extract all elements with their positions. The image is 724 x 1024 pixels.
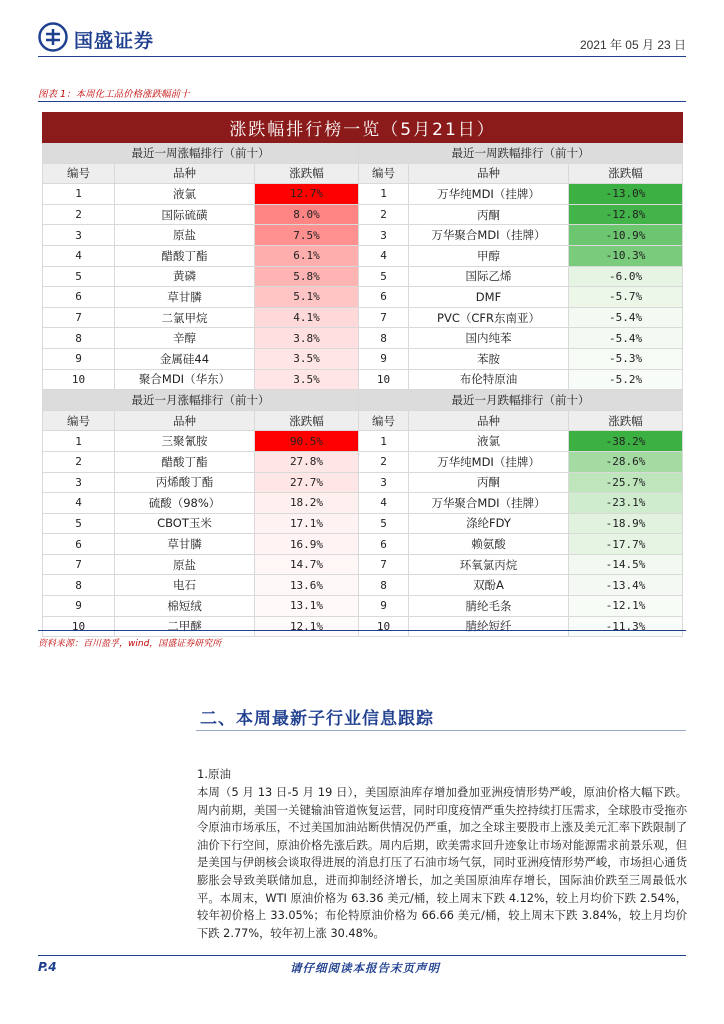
table-row — [43, 287, 683, 308]
product-cell: 液氯 — [409, 431, 569, 452]
rank-cell: 9 — [359, 348, 409, 369]
product-cell: 腈纶毛条 — [409, 596, 569, 617]
change-cell: 6.1% — [255, 245, 359, 266]
product-cell: 草甘膦 — [115, 287, 255, 308]
rank-cell: 6 — [359, 534, 409, 555]
change-cell: -18.9% — [569, 513, 683, 534]
rank-cell: 8 — [43, 328, 115, 349]
rank-cell: 4 — [43, 493, 115, 514]
rank-cell: 3 — [359, 472, 409, 493]
product-cell: 万华聚合MDI（挂牌） — [409, 225, 569, 246]
product-cell: 三聚氰胺 — [115, 431, 255, 452]
section-title: 二、本周最新子行业信息跟踪 — [200, 709, 434, 729]
change-cell: 4.1% — [255, 307, 359, 328]
rank-cell: 2 — [43, 451, 115, 472]
product-cell: 电石 — [115, 575, 255, 596]
change-cell: -5.2% — [569, 369, 683, 390]
product-cell: CBOT玉米 — [115, 513, 255, 534]
page-header — [38, 22, 686, 54]
change-cell: 5.8% — [255, 266, 359, 287]
column-header: 涨跌幅 — [569, 410, 683, 431]
column-header: 编号 — [359, 163, 409, 184]
change-cell: -6.0% — [569, 266, 683, 287]
rank-cell: 8 — [43, 575, 115, 596]
section-divider — [196, 730, 686, 731]
section-header-row — [43, 143, 683, 164]
change-cell: -12.8% — [569, 204, 683, 225]
rank-cell: 1 — [43, 431, 115, 452]
table-row — [43, 534, 683, 555]
table-row — [43, 245, 683, 266]
change-cell: -5.4% — [569, 307, 683, 328]
rank-cell: 10 — [359, 369, 409, 390]
product-cell: 辛醇 — [115, 328, 255, 349]
rank-cell: 5 — [359, 513, 409, 534]
rank-cell: 8 — [359, 575, 409, 596]
table-row — [43, 616, 683, 637]
section-header: 最近一月跌幅排行（前十） — [359, 390, 683, 411]
change-cell: -11.3% — [569, 616, 683, 637]
product-cell: 棉短绒 — [115, 596, 255, 617]
report-date: 2021 年 05 月 23 日 — [579, 38, 686, 52]
change-cell: 12.1% — [255, 616, 359, 637]
product-cell: 黄磷 — [115, 266, 255, 287]
rank-cell: 1 — [359, 184, 409, 205]
rank-cell: 10 — [359, 616, 409, 637]
product-cell: DMF — [409, 287, 569, 308]
sub-heading: 1.原油 — [197, 767, 231, 781]
product-cell: 国际乙烯 — [409, 266, 569, 287]
rank-cell: 10 — [43, 369, 115, 390]
table-row — [43, 472, 683, 493]
product-cell: 二甲醚 — [115, 616, 255, 637]
rank-cell: 7 — [43, 554, 115, 575]
product-cell: 原盐 — [115, 554, 255, 575]
section-header: 最近一月涨幅排行（前十） — [43, 390, 359, 411]
figure-source: 资料来源：百川盈孚，wind，国盛证券研究所 — [38, 639, 222, 649]
change-cell: -38.2% — [569, 431, 683, 452]
rank-cell: 9 — [43, 596, 115, 617]
rank-cell: 6 — [43, 534, 115, 555]
column-header: 涨跌幅 — [569, 163, 683, 184]
change-cell: 3.8% — [255, 328, 359, 349]
product-cell: 涤纶FDY — [409, 513, 569, 534]
product-cell: 甲醇 — [409, 245, 569, 266]
product-cell: 国际硫磺 — [115, 204, 255, 225]
rank-cell: 2 — [359, 204, 409, 225]
product-cell: 聚合MDI（华东） — [115, 369, 255, 390]
product-cell: 醋酸丁酯 — [115, 245, 255, 266]
column-header: 品种 — [409, 163, 569, 184]
column-header: 编号 — [359, 410, 409, 431]
change-cell: -12.1% — [569, 596, 683, 617]
change-cell: -13.0% — [569, 184, 683, 205]
change-cell: -13.4% — [569, 575, 683, 596]
column-header: 涨跌幅 — [255, 410, 359, 431]
change-cell: 16.9% — [255, 534, 359, 555]
product-cell: 原盐 — [115, 225, 255, 246]
change-cell: 27.7% — [255, 472, 359, 493]
table-row — [43, 184, 683, 205]
rank-cell: 10 — [43, 616, 115, 637]
rank-cell: 1 — [43, 184, 115, 205]
rank-cell: 5 — [43, 266, 115, 287]
rank-cell: 1 — [359, 431, 409, 452]
column-header: 编号 — [43, 410, 115, 431]
page-number: P.4 — [38, 960, 57, 974]
rank-cell: 3 — [43, 225, 115, 246]
column-header-row — [43, 410, 683, 431]
brand-logo-icon — [38, 22, 68, 52]
rank-cell: 3 — [43, 472, 115, 493]
product-cell: 丙酮 — [409, 472, 569, 493]
change-cell: 7.5% — [255, 225, 359, 246]
table-row — [43, 225, 683, 246]
change-cell: -23.1% — [569, 493, 683, 514]
product-cell: 丙烯酸丁酯 — [115, 472, 255, 493]
change-cell: 5.1% — [255, 287, 359, 308]
product-cell: 金属硅44 — [115, 348, 255, 369]
change-cell: -5.3% — [569, 348, 683, 369]
product-cell: 万华聚合MDI（挂牌） — [409, 493, 569, 514]
product-cell: 液氯 — [115, 184, 255, 205]
table-row — [43, 513, 683, 534]
table-row — [43, 204, 683, 225]
rank-cell: 5 — [359, 266, 409, 287]
change-cell: -14.5% — [569, 554, 683, 575]
body-paragraph: 本周（5 月 13 日-5 月 19 日），美国原油库存增加叠加亚洲疫情形势严峻，原油价格大幅下跌。周内前期，美国一关键输油管道恢复运营，同时印度疫情严重失控持续打压需求，全球股市受拖亦令原油市场承压，不过美国加油站断供情况仍严重，加之全球主要股市上涨及美元汇率下跌限制了油价下行空间，原油价格先涨后跌。周内后期，欧美需求回升迹象让市场对能源需求前景乐观，但是美国与伊朗核会谈取得进展的消息打压了石油市场气氛，同时亚洲疫情形势严峻，市场担心通货膨胀会导致美联储加息，进而抑制经济增长，加之美国原油库存增长，国际油价跌至三周最低水平。本周末，WTI 原油价格为 63.36 美元/桶，较上周末下跌 4.12%，较上月均价下跌 2.54%，较年初价格上 33.05%；布伦特原油价格为 66.66 美元/桶，较上周末下跌 3.84%，较上月均价下跌 2.77%，较年初上涨 30.48%。 — [197, 786, 687, 940]
change-cell: -28.6% — [569, 451, 683, 472]
product-cell: 丙酮 — [409, 204, 569, 225]
table-row — [43, 369, 683, 390]
ranking-table — [42, 112, 683, 637]
change-cell: 17.1% — [255, 513, 359, 534]
product-cell: 双酚A — [409, 575, 569, 596]
figure-divider — [38, 101, 686, 102]
product-cell: 万华纯MDI（挂牌） — [409, 451, 569, 472]
product-cell: 醋酸丁酯 — [115, 451, 255, 472]
rank-cell: 3 — [359, 225, 409, 246]
change-cell: -10.3% — [569, 245, 683, 266]
rank-cell: 7 — [359, 554, 409, 575]
section-header: 最近一周涨幅排行（前十） — [43, 143, 359, 164]
rank-cell: 8 — [359, 328, 409, 349]
product-cell: 草甘膦 — [115, 534, 255, 555]
column-header: 编号 — [43, 163, 115, 184]
rank-cell: 4 — [359, 245, 409, 266]
table-row — [43, 596, 683, 617]
table-row — [43, 348, 683, 369]
rank-cell: 5 — [43, 513, 115, 534]
product-cell: 二氯甲烷 — [115, 307, 255, 328]
table-row — [43, 266, 683, 287]
rank-cell: 9 — [359, 596, 409, 617]
header-divider — [38, 56, 686, 57]
change-cell: -10.9% — [569, 225, 683, 246]
section-header-row — [43, 390, 683, 411]
rank-cell: 6 — [43, 287, 115, 308]
product-cell: 国内纯苯 — [409, 328, 569, 349]
footer-disclaimer: 请仔细阅读本报告末页声明 — [290, 961, 440, 975]
column-header: 涨跌幅 — [255, 163, 359, 184]
footer-divider — [38, 955, 686, 956]
product-cell: 赖氨酸 — [409, 534, 569, 555]
change-cell: -5.7% — [569, 287, 683, 308]
change-cell: 8.0% — [255, 204, 359, 225]
column-header: 品种 — [115, 410, 255, 431]
change-cell: 3.5% — [255, 369, 359, 390]
rank-cell: 2 — [43, 204, 115, 225]
product-cell: 布伦特原油 — [409, 369, 569, 390]
rank-cell: 7 — [359, 307, 409, 328]
rank-cell: 2 — [359, 451, 409, 472]
change-cell: 18.2% — [255, 493, 359, 514]
product-cell: 环氧氯丙烷 — [409, 554, 569, 575]
change-cell: 27.8% — [255, 451, 359, 472]
figure-caption: 图表 1：本周化工品价格涨跌幅前十 — [38, 89, 190, 100]
column-header: 品种 — [115, 163, 255, 184]
change-cell: 12.7% — [255, 184, 359, 205]
rank-cell: 9 — [43, 348, 115, 369]
table-title-row — [43, 113, 683, 143]
table-title: 涨跌幅排行榜一览（5月21日） — [43, 113, 683, 143]
change-cell: 13.1% — [255, 596, 359, 617]
table-row — [43, 431, 683, 452]
change-cell: -5.4% — [569, 328, 683, 349]
table-row — [43, 307, 683, 328]
change-cell: -25.7% — [569, 472, 683, 493]
rank-cell: 6 — [359, 287, 409, 308]
table-row — [43, 451, 683, 472]
brand-name: 国盛证券 — [74, 30, 155, 52]
product-cell: PVC（CFR东南亚） — [409, 307, 569, 328]
rank-cell: 4 — [359, 493, 409, 514]
product-cell: 腈纶短纤 — [409, 616, 569, 637]
change-cell: -17.7% — [569, 534, 683, 555]
product-cell: 硫酸（98%） — [115, 493, 255, 514]
change-cell: 3.5% — [255, 348, 359, 369]
change-cell: 13.6% — [255, 575, 359, 596]
product-cell: 万华纯MDI（挂牌） — [409, 184, 569, 205]
table-row — [43, 575, 683, 596]
product-cell: 苯胺 — [409, 348, 569, 369]
section-header: 最近一周跌幅排行（前十） — [359, 143, 683, 164]
table-row — [43, 493, 683, 514]
column-header-row — [43, 163, 683, 184]
table-row — [43, 328, 683, 349]
change-cell: 14.7% — [255, 554, 359, 575]
rank-cell: 7 — [43, 307, 115, 328]
table-row — [43, 554, 683, 575]
change-cell: 90.5% — [255, 431, 359, 452]
source-divider — [38, 630, 686, 631]
column-header: 品种 — [409, 410, 569, 431]
rank-cell: 4 — [43, 245, 115, 266]
